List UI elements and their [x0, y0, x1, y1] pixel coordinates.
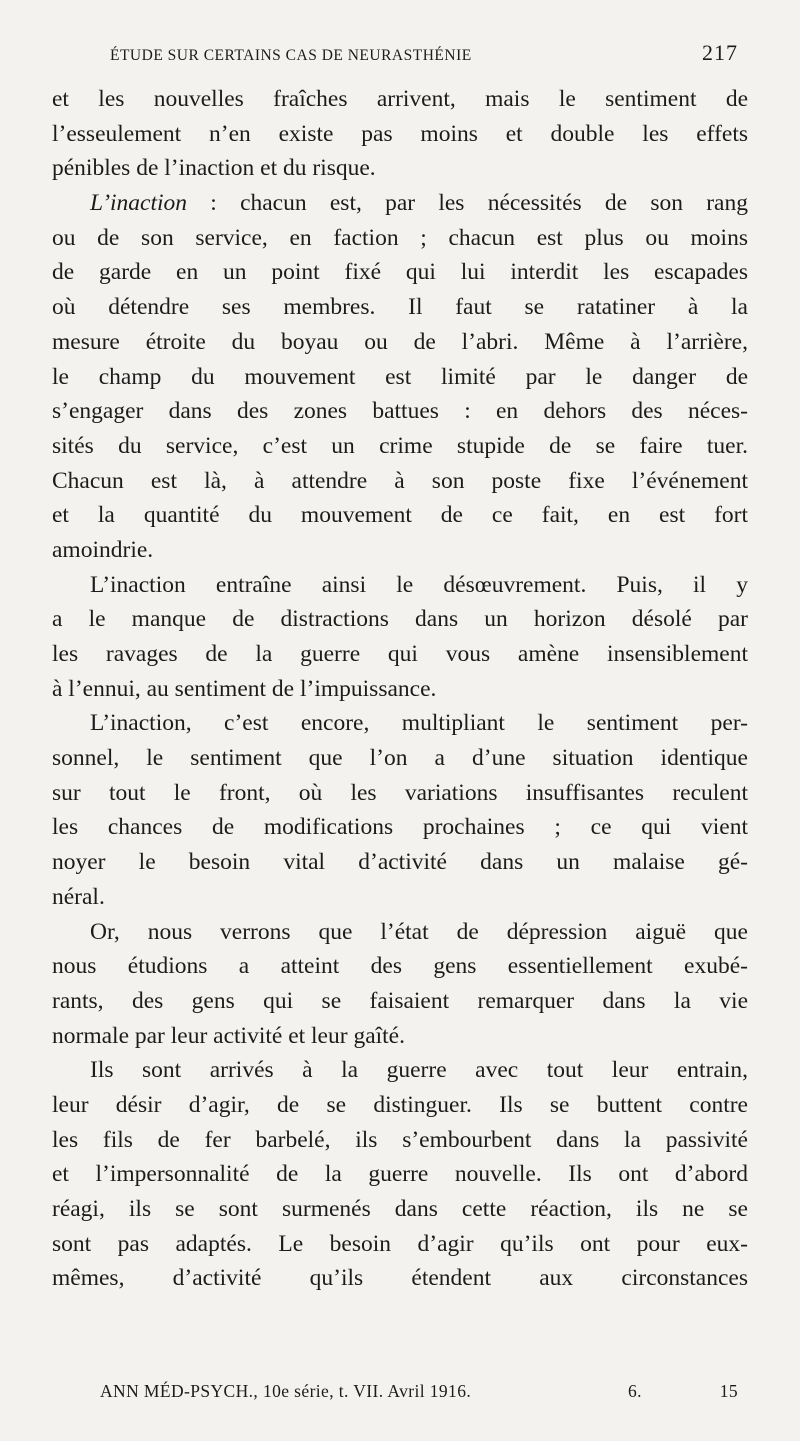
text-line: leur désir d’agir, de se distinguer. Ils se buttent contre — [52, 1091, 748, 1118]
text-line: noyer le besoin vital d’activité dans un malaise gé- — [52, 849, 748, 876]
text-line: Ils sont arrivés à la guerre avec tout leur entrain, — [90, 1057, 748, 1084]
text-line: ou de son service, en faction ; chacun est plus ou moins — [52, 224, 748, 251]
text-line: L’inaction, c’est encore, multipliant le sentiment per- — [90, 710, 748, 737]
text-line: où détendre ses membres. Il faut se ratatiner à la — [52, 294, 748, 321]
signature-mark: 6. — [628, 1381, 642, 1401]
page-number: 217 — [702, 40, 738, 65]
body-text — [52, 82, 748, 1296]
text-line: Or, nous verrons que l’état de dépression aiguë que — [90, 918, 748, 945]
running-head: ÉTUDE SUR CERTAINS CAS DE NEURASTHÉNIE — [110, 47, 472, 64]
text-line: réagi, ils se sont surmenés dans cette réaction, ils ne se — [52, 1196, 748, 1222]
text-line: L’inaction entraîne ainsi le désœuvrement. Puis, il y — [90, 571, 748, 598]
text-line — [52, 186, 748, 221]
text-line: sur tout le front, où les variations insuffisantes reculent — [52, 779, 748, 806]
line-text: : chacun est, par les nécessités de son rang — [187, 190, 748, 217]
text-line: sonnel, le sentiment que l’on a d’une situation identique — [52, 745, 748, 772]
text-line: amoindrie. — [52, 536, 154, 563]
page-footer — [100, 1381, 738, 1409]
text-line: rants, des gens qui se faisaient remarquer dans la vie — [52, 987, 748, 1014]
text-line: sités du service, c’est un crime stupide de se faire tuer. — [52, 432, 748, 459]
text-line: à l’ennui, au sentiment de l’impuissance. — [52, 675, 437, 702]
text-line: et les nouvelles fraîches arrivent, mais le sentiment de — [52, 86, 748, 112]
text-line: et la quantité du mouvement de ce fait, en est fort — [52, 502, 748, 529]
text-line: normale par leur activité et leur gaîté. — [52, 1022, 405, 1049]
text-line: néral. — [52, 883, 105, 910]
text-line: pénibles de l’inaction et du risque. — [52, 155, 376, 182]
text-line: s’engager dans des zones battues : en dehors des néces- — [52, 398, 748, 425]
text-line: mesure étroite du boyau ou de l’abri. Même à l’arrière, — [52, 328, 748, 355]
page-header — [110, 40, 738, 70]
text-line: l’esseulement n’en existe pas moins et double les effets — [52, 120, 748, 147]
text-line: a le manque de distractions dans un horizon désolé par — [52, 606, 748, 633]
folio-number: 15 — [719, 1381, 738, 1401]
journal-citation: ANN MÉD-PSYCH., 10e série, t. VII. Avril 1916. — [100, 1381, 472, 1401]
text-line: mêmes, d’activité qu’ils étendent aux circonstances — [52, 1265, 748, 1292]
text-line: les fils de fer barbelé, ils s’embourbent dans la passivité — [52, 1126, 748, 1153]
text-line: et l’impersonnalité de la guerre nouvelle. Ils ont d’abord — [52, 1161, 748, 1188]
italic-term: L’inaction — [90, 190, 188, 217]
text-line: les chances de modifications prochaines ; ce qui vient — [52, 814, 748, 841]
text-line: de garde en un point fixé qui lui interdit les escapades — [52, 259, 748, 286]
text-line: sont pas adaptés. Le besoin d’agir qu’ils ont pour eux- — [52, 1230, 748, 1257]
text-line: Chacun est là, à attendre à son poste fixe l’événement — [52, 467, 748, 494]
text-line: les ravages de la guerre qui vous amène insensiblement — [52, 641, 748, 667]
text-line: le champ du mouvement est limité par le danger de — [52, 363, 748, 390]
text-line: nous étudions a atteint des gens essentiellement exubé- — [52, 953, 748, 980]
